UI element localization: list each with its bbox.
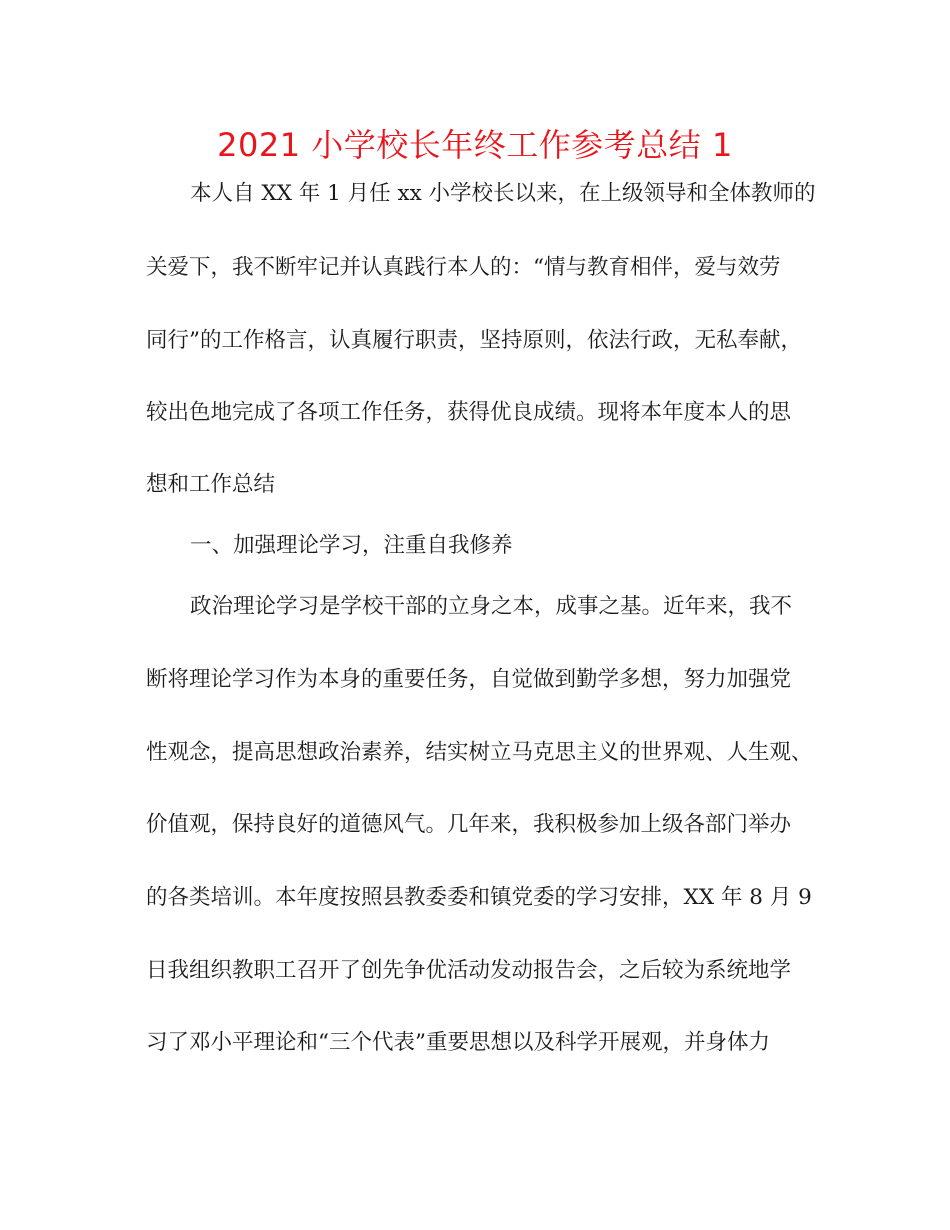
paragraph-line: 的各类培训。本年度按照县教委委和镇党委的学习安排，XX 年 8 月 9 [146, 885, 812, 910]
section-heading: 一、加强理论学习，注重自我修养 [190, 533, 513, 558]
paragraph-line: 关爱下，我不断牢记并认真践行本人的：“情与教育相伴，爱与效劳 [146, 255, 781, 280]
paragraph-line: 本人自 XX 年 1 月任 xx 小学校长以来，在上级领导和全体教师的 [190, 181, 816, 206]
paragraph-line: 日我组织教职工召开了创先争优活动发动报告会，之后较为系统地学 [146, 958, 792, 983]
paragraph-line: 想和工作总结 [146, 472, 276, 497]
paragraph-line: 同行”的工作格言，认真履行职责，坚持原则，依法行政，无私奉献， [146, 328, 802, 353]
paragraph-line: 价值观，保持良好的道德风气。几年来，我积极参加上级各部门举办 [146, 812, 792, 837]
document-title: 2021 小学校长年终工作参考总结 1 [217, 126, 733, 164]
paragraph-line: 习了邓小平理论和“三个代表”重要思想以及科学开展观，并身体力 [146, 1030, 770, 1055]
paragraph-line: 性观念，提高思想政治素养，结实树立马克思主义的世界观、人生观、 [146, 740, 813, 765]
paragraph-line: 政治理论学习是学校干部的立身之本，成事之基。近年来，我不 [190, 594, 793, 619]
paragraph-line: 较出色地完成了各项工作任务，获得优良成绩。现将本年度本人的思 [146, 400, 792, 425]
paragraph-line: 断将理论学习作为本身的重要任务，自觉做到勤学多想，努力加强党 [146, 667, 792, 692]
